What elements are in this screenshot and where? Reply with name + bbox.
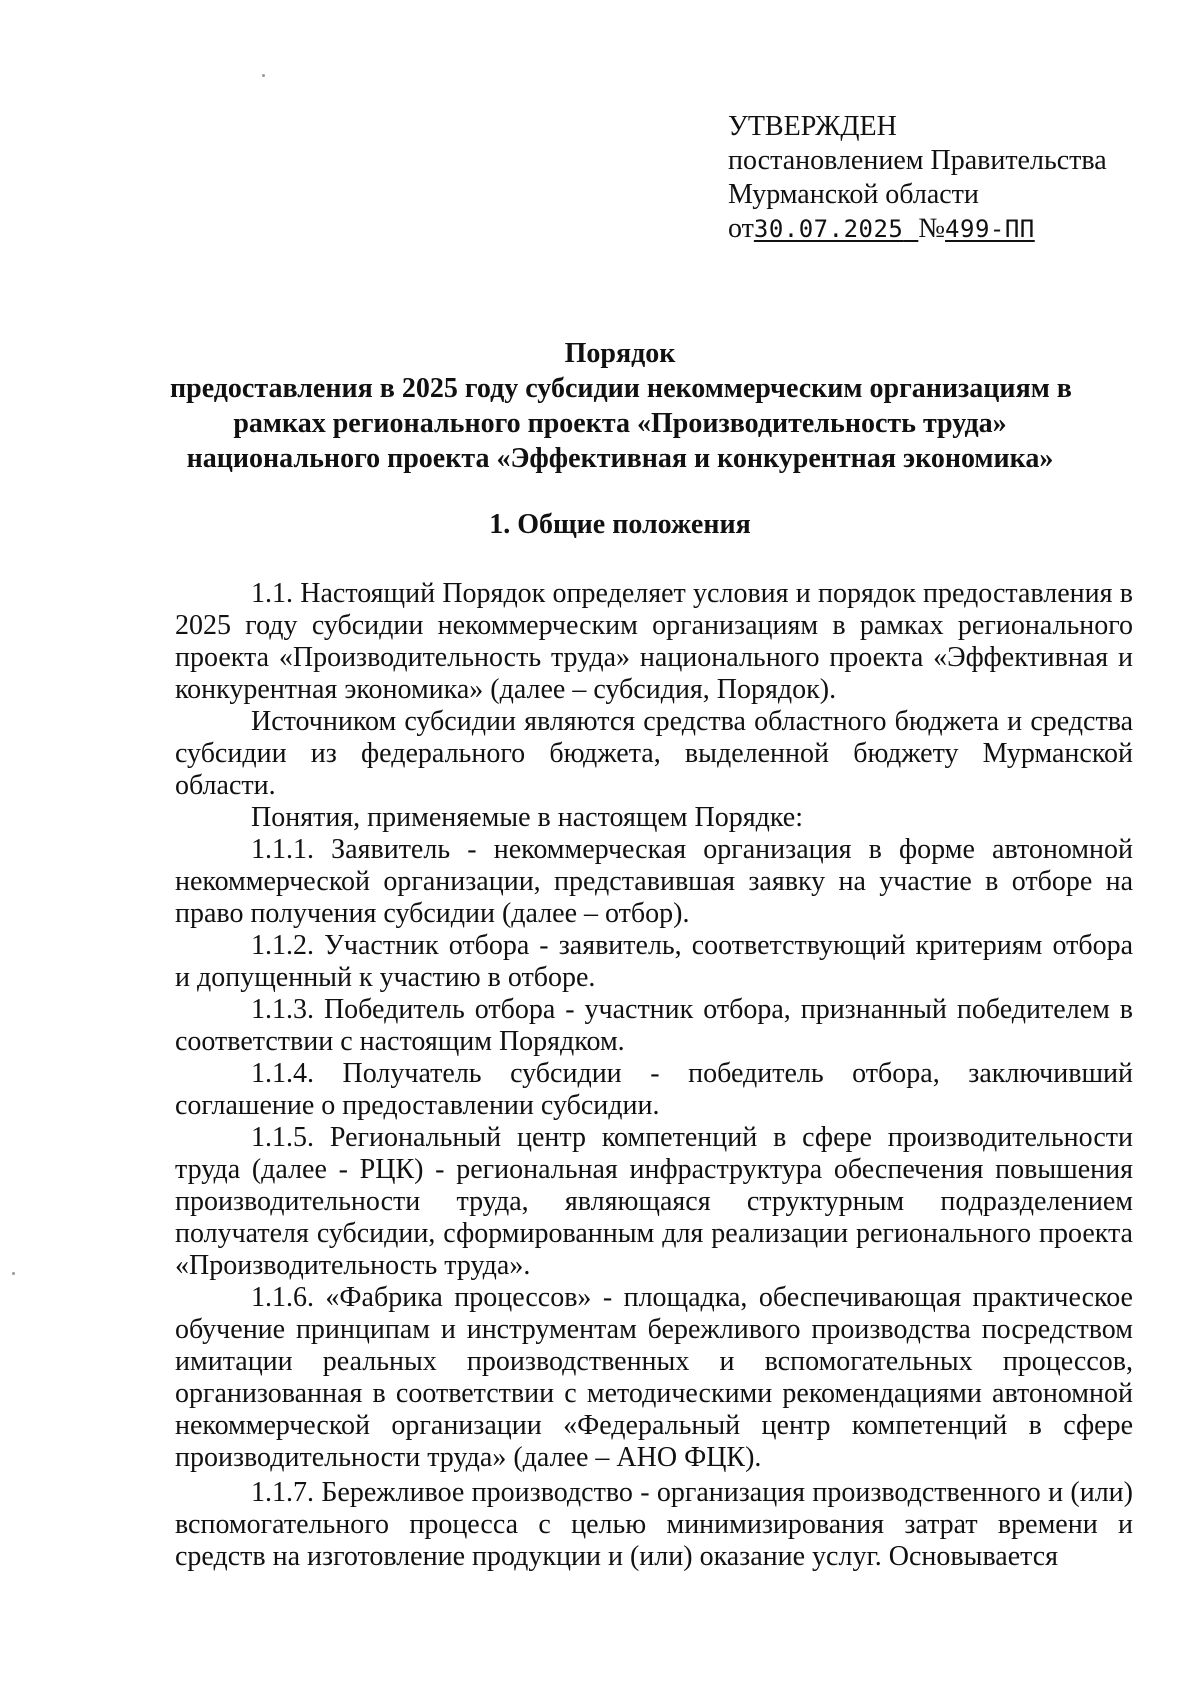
approval-line-1: постановлением Правительства xyxy=(728,145,1107,176)
title-line-4: национального проекта «Эффективная и конкурентная экономика» xyxy=(186,443,1054,474)
document-body xyxy=(175,578,1133,1573)
paragraph: 1.1.2. Участник отбора - заявитель, соответствующий критериям отбора и допущенный к участию в отборе. xyxy=(175,930,1133,993)
paragraph: 1.1.1. Заявитель - некоммерческая организация в форме автономной некоммерческой организации, представившая заявку на участие в отборе на право получения субсидии (далее – отбор). xyxy=(175,834,1133,929)
paragraph: 1.1. Настоящий Порядок определяет условия и порядок предоставления в 2025 году субсидии некоммерческим организациям в рамках регионального проекта «Производительность труда» национального проекта «Эффективная и конкурентная экономика» (далее – субсидия, Порядок). xyxy=(175,578,1133,705)
title-line-3: рамках регионального проекта «Производительность труда» xyxy=(233,408,1007,439)
paragraph: 1.1.4. Получатель субсидии - победитель отбора, заключивший соглашение о предоставлении субсидии. xyxy=(175,1058,1133,1121)
scan-speck xyxy=(12,1272,15,1275)
section-heading: 1. Общие положения xyxy=(489,509,751,540)
scan-speck xyxy=(262,74,265,77)
approval-date: 30.07.2025 xyxy=(753,215,904,243)
approval-line-2: Мурманской области xyxy=(728,179,979,210)
document-title xyxy=(170,336,1070,476)
paragraph: Понятия, применяемые в настоящем Порядке: xyxy=(251,802,803,833)
title-line-1: Порядок xyxy=(564,338,676,369)
paragraph: 1.1.7. Бережливое производство - организация производственного и (или) вспомогательного процесса с целью минимизирования затрат времени и средств на изготовление продукции и (или) оказание услуг. Основывается xyxy=(175,1477,1133,1572)
date-prefix: от xyxy=(728,213,754,244)
date-underline-gap xyxy=(903,215,918,243)
approval-number: 499-ПП xyxy=(945,215,1035,243)
paragraph: 1.1.6. «Фабрика процессов» - площадка, обеспечивающая практическое обучение принципам и инструментам бережливого производства посредством имитации реальных производственных и вспомогательных процессов, организованная в соответствии с методическими рекомендациями автономной некоммерческой организации «Федеральный центр компетенций в сфере производительности труда» (далее – АНО ФЦК). xyxy=(175,1282,1133,1473)
paragraph: 1.1.3. Победитель отбора - участник отбора, признанный победителем в соответствии с настоящим Порядком. xyxy=(175,994,1133,1057)
approval-date-line xyxy=(728,212,1107,246)
approval-heading: УТВЕРЖДЕН xyxy=(728,111,897,142)
paragraph: 1.1.5. Региональный центр компетенций в сфере производительности труда (далее - РЦК) - региональная инфраструктура обеспечения повышения производительности труда, являющаяся структурным подразделением получателя субсидии, сформированным для реализации регионального проекта «Производительность труда». xyxy=(175,1122,1133,1281)
paragraph: Источником субсидии являются средства областного бюджета и средства субсидии из федерального бюджета, выделенной бюджету Мурманской области. xyxy=(175,706,1133,801)
title-line-2: предоставления в 2025 году субсидии некоммерческим организациям в xyxy=(170,373,1072,404)
number-prefix: № xyxy=(918,213,946,244)
approval-stamp xyxy=(728,110,1107,246)
